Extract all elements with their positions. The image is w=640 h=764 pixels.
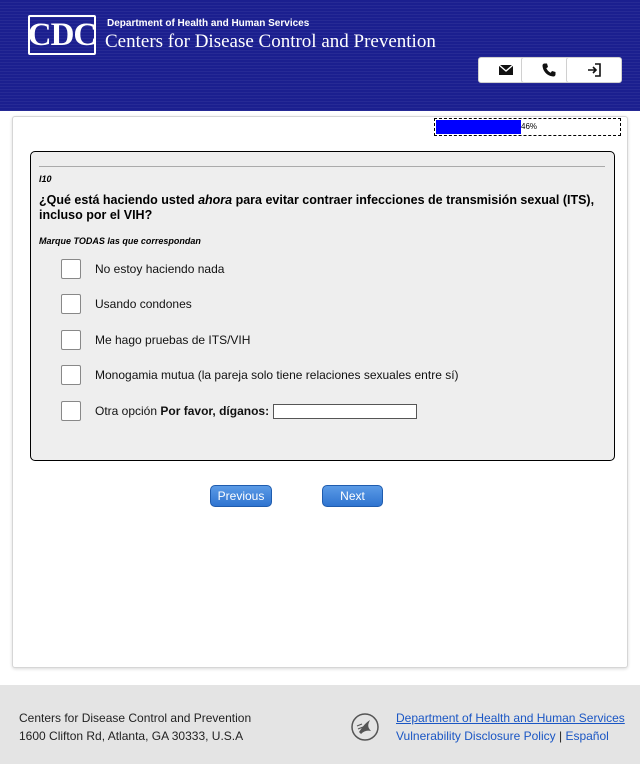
option-label (95, 404, 269, 418)
previous-button[interactable]: Previous (210, 485, 272, 507)
exit-icon (586, 62, 602, 78)
envelope-icon (498, 62, 514, 78)
checkbox[interactable] (61, 365, 81, 385)
cdc-logo-text: CDC (27, 16, 97, 53)
department-name: Department of Health and Human Services (107, 18, 310, 29)
footer-separator: | (558, 729, 563, 743)
next-button[interactable]: Next (322, 485, 383, 507)
progress-label: 46% (521, 122, 538, 131)
question-divider (39, 166, 605, 167)
phone-icon (541, 62, 557, 78)
checkbox[interactable] (61, 401, 81, 421)
progress-bar (434, 118, 621, 136)
checkbox[interactable] (61, 259, 81, 279)
hhs-eagle-icon (350, 712, 380, 742)
question-text-emphasis: ahora (198, 193, 233, 207)
other-text-input[interactable] (273, 404, 417, 419)
option-other[interactable] (61, 401, 417, 421)
footer-espanol-link[interactable]: Español (565, 729, 609, 743)
footer-links (396, 729, 609, 743)
option-label: Me hago pruebas de ITS/VIH (95, 333, 251, 347)
site-footer (0, 685, 640, 764)
option-other-prompt: Por favor, díganos: (160, 404, 270, 418)
question-text (39, 193, 599, 223)
question-text-part: para evitar contraer infecciones de transmisión sexual (ITS), incluso por el VIH? (39, 193, 595, 222)
question-id: I10 (39, 174, 52, 184)
option-testing[interactable] (61, 330, 250, 350)
footer-hhs-link[interactable]: Department of Health and Human Services (396, 711, 625, 725)
option-none[interactable] (61, 259, 224, 279)
checkbox[interactable] (61, 330, 81, 350)
progress-fill (436, 120, 521, 134)
question-text-part: ¿Qué está haciendo usted (39, 193, 199, 207)
footer-org-name: Centers for Disease Control and Prevention (19, 711, 252, 725)
checkbox[interactable] (61, 294, 81, 314)
option-label: Monogamia mutua (la pareja solo tiene relaciones sexuales entre sí) (95, 368, 459, 382)
agency-name: Centers for Disease Control and Prevention (105, 31, 436, 52)
footer-address: 1600 Clifton Rd, Atlanta, GA 30333, U.S.A (19, 729, 244, 743)
question-instruction: Marque TODAS las que correspondan (39, 236, 201, 246)
option-label: Usando condones (95, 297, 192, 311)
option-condoms[interactable] (61, 294, 192, 314)
exit-button[interactable] (566, 57, 622, 83)
option-label: No estoy haciendo nada (95, 262, 225, 276)
site-header (0, 0, 640, 111)
cdc-logo[interactable] (28, 15, 96, 55)
question-box (30, 151, 615, 461)
option-other-label: Otra opción (95, 404, 158, 418)
footer-vdp-link[interactable]: Vulnerability Disclosure Policy (396, 729, 556, 743)
option-monogamy[interactable] (61, 365, 459, 385)
